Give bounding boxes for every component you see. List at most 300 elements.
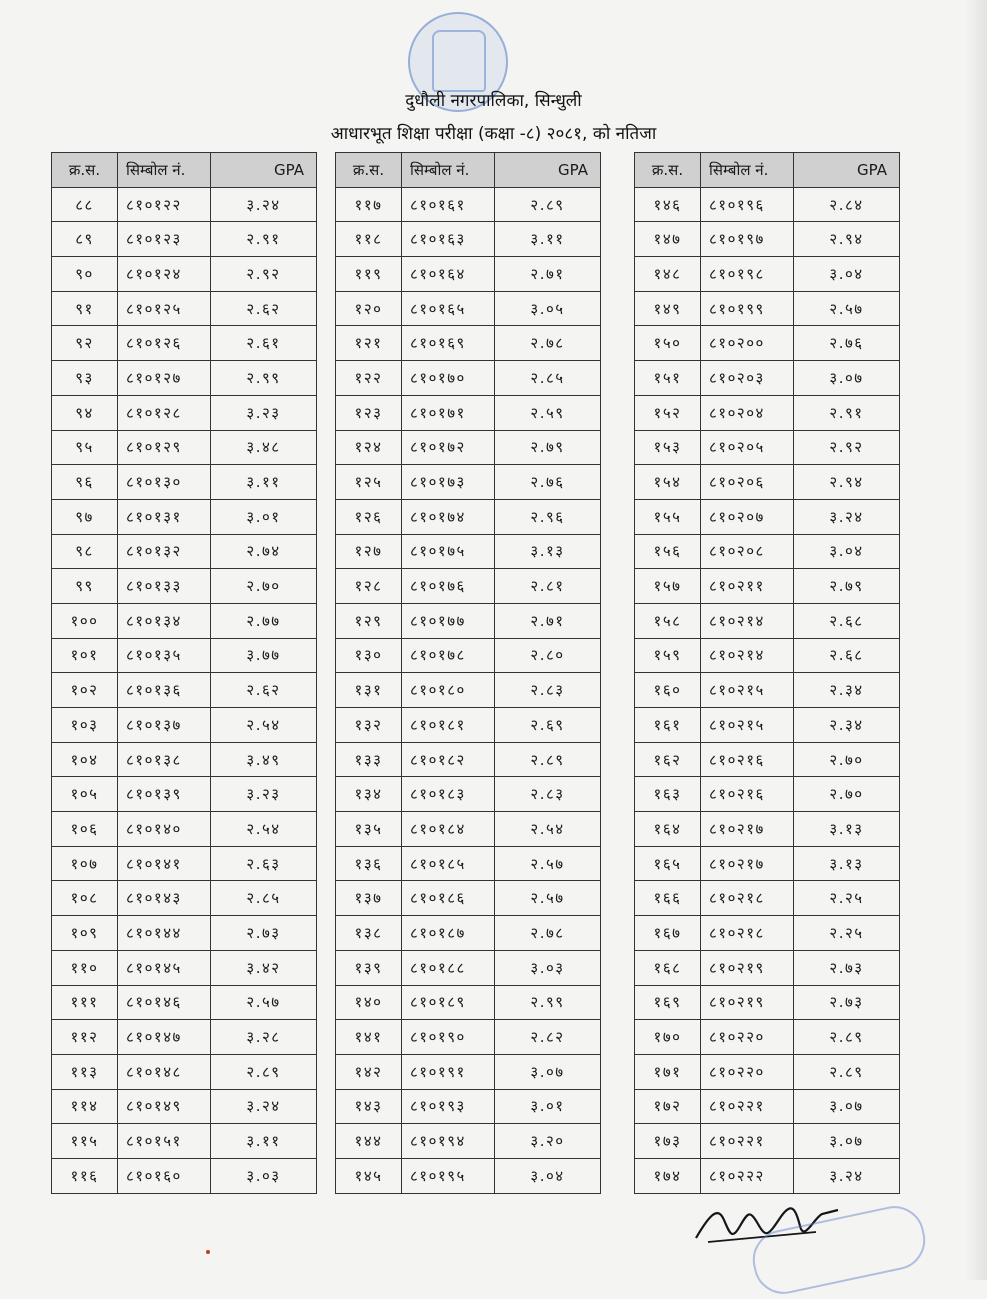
cell-gpa: २.५७: [495, 846, 601, 881]
cell-symbol: ८१०१८३: [402, 777, 495, 812]
cell-serial: १४२: [336, 1054, 402, 1089]
cell-symbol: ८१०१४६: [118, 985, 211, 1020]
cell-gpa: २.९४: [794, 465, 900, 500]
table-row: [52, 916, 317, 951]
table-row: [52, 430, 317, 465]
cell-gpa: २.७८: [495, 326, 601, 361]
column-header-serial: क्र.स.: [52, 153, 118, 188]
cell-serial: १०९: [52, 916, 118, 951]
cell-gpa: ३.२४: [794, 499, 900, 534]
column-header-gpa: GPA: [211, 153, 317, 188]
cell-gpa: २.९१: [211, 222, 317, 257]
cell-symbol: ८१०१३८: [118, 742, 211, 777]
cell-symbol: ८१०२०६: [701, 465, 794, 500]
table-row: [635, 708, 900, 743]
cell-serial: १३५: [336, 812, 402, 847]
cell-serial: १६४: [635, 812, 701, 847]
table-row: [52, 499, 317, 534]
cell-serial: १४४: [336, 1124, 402, 1159]
cell-symbol: ८१०२१४: [701, 638, 794, 673]
cell-serial: १६७: [635, 916, 701, 951]
cell-serial: ९९: [52, 569, 118, 604]
cell-serial: १७०: [635, 1020, 701, 1055]
table-row: [336, 569, 601, 604]
cell-serial: १०७: [52, 846, 118, 881]
cell-symbol: ८१०१८२: [402, 742, 495, 777]
cell-serial: ११६: [52, 1158, 118, 1193]
cell-symbol: ८१०१७७: [402, 603, 495, 638]
cell-serial: १३८: [336, 916, 402, 951]
table-row: [336, 846, 601, 881]
cell-gpa: २.८९: [794, 1020, 900, 1055]
cell-gpa: २.६१: [211, 326, 317, 361]
cell-symbol: ८१०१२७: [118, 361, 211, 396]
cell-gpa: २.७०: [794, 742, 900, 777]
cell-gpa: ३.०३: [495, 950, 601, 985]
cell-symbol: ८१०१३७: [118, 708, 211, 743]
cell-gpa: २.७०: [794, 777, 900, 812]
cell-symbol: ८१०२१६: [701, 777, 794, 812]
cell-serial: १३०: [336, 638, 402, 673]
cell-gpa: २.५७: [794, 291, 900, 326]
table-row: [635, 430, 900, 465]
cell-serial: १३३: [336, 742, 402, 777]
cell-symbol: ८१०२१९: [701, 985, 794, 1020]
cell-gpa: ३.१३: [794, 846, 900, 881]
table-row: [635, 985, 900, 1020]
table-row: [52, 1124, 317, 1159]
cell-symbol: ८१०२१९: [701, 950, 794, 985]
cell-gpa: २.७१: [495, 603, 601, 638]
cell-gpa: २.९१: [794, 395, 900, 430]
cell-gpa: ३.२०: [495, 1124, 601, 1159]
cell-serial: १३७: [336, 881, 402, 916]
cell-symbol: ८१०१२३: [118, 222, 211, 257]
cell-gpa: २.५४: [211, 812, 317, 847]
table-row: [52, 777, 317, 812]
cell-gpa: २.७९: [794, 569, 900, 604]
cell-gpa: ३.०४: [794, 257, 900, 292]
cell-gpa: २.८९: [794, 1054, 900, 1089]
cell-gpa: २.५७: [211, 985, 317, 1020]
table-header-row: [635, 153, 900, 188]
cell-serial: ९४: [52, 395, 118, 430]
table-row: [635, 187, 900, 222]
table-row: [52, 1054, 317, 1089]
cell-symbol: ८१०१८४: [402, 812, 495, 847]
cell-symbol: ८१०१४८: [118, 1054, 211, 1089]
cell-symbol: ८१०१३०: [118, 465, 211, 500]
table-row: [336, 638, 601, 673]
cell-symbol: ८१०१८०: [402, 673, 495, 708]
table-row: [635, 395, 900, 430]
cell-serial: १७३: [635, 1124, 701, 1159]
cell-serial: १५५: [635, 499, 701, 534]
column-header-symbol: सिम्बोल नं.: [402, 153, 495, 188]
cell-serial: १५३: [635, 430, 701, 465]
cell-gpa: २.७६: [794, 326, 900, 361]
table-row: [52, 222, 317, 257]
cell-symbol: ८१०१४४: [118, 916, 211, 951]
cell-symbol: ८१०१२८: [118, 395, 211, 430]
cell-serial: १११: [52, 985, 118, 1020]
cell-symbol: ८१०१२२: [118, 187, 211, 222]
cell-gpa: २.६८: [794, 638, 900, 673]
table-row: [635, 326, 900, 361]
cell-serial: १६९: [635, 985, 701, 1020]
cell-symbol: ८१०२१८: [701, 881, 794, 916]
cell-gpa: ३.०७: [794, 361, 900, 396]
cell-serial: १५८: [635, 603, 701, 638]
cell-serial: १२३: [336, 395, 402, 430]
table-row: [52, 187, 317, 222]
cell-symbol: ८१०२२०: [701, 1054, 794, 1089]
table-row: [635, 569, 900, 604]
cell-symbol: ८१०१३५: [118, 638, 211, 673]
cell-gpa: २.६२: [211, 673, 317, 708]
cell-symbol: ८१०१६३: [402, 222, 495, 257]
cell-symbol: ८१०१२५: [118, 291, 211, 326]
table-row: [336, 499, 601, 534]
cell-symbol: ८१०२००: [701, 326, 794, 361]
cell-serial: १५१: [635, 361, 701, 396]
cell-gpa: २.२५: [794, 916, 900, 951]
table-row: [52, 1158, 317, 1193]
table-row: [336, 881, 601, 916]
cell-symbol: ८१०१८७: [402, 916, 495, 951]
table-row: [635, 222, 900, 257]
cell-serial: १३४: [336, 777, 402, 812]
table-row: [635, 673, 900, 708]
cell-serial: ९२: [52, 326, 118, 361]
cell-gpa: २.८९: [495, 187, 601, 222]
cell-serial: १०६: [52, 812, 118, 847]
cell-symbol: ८१०१९८: [701, 257, 794, 292]
table-row: [336, 326, 601, 361]
cell-symbol: ८१०१९६: [701, 187, 794, 222]
cell-symbol: ८१०२१५: [701, 708, 794, 743]
cell-gpa: २.२५: [794, 881, 900, 916]
cell-serial: १७२: [635, 1089, 701, 1124]
table-row: [336, 673, 601, 708]
cell-symbol: ८१०१८५: [402, 846, 495, 881]
column-header-gpa: GPA: [794, 153, 900, 188]
cell-gpa: २.८४: [794, 187, 900, 222]
cell-serial: १००: [52, 603, 118, 638]
table-row: [336, 603, 601, 638]
cell-serial: १६३: [635, 777, 701, 812]
table-header-row: [52, 153, 317, 188]
cell-gpa: २.९६: [495, 499, 601, 534]
table-row: [336, 742, 601, 777]
table-row: [52, 846, 317, 881]
cell-symbol: ८१०२१६: [701, 742, 794, 777]
table-row: [635, 742, 900, 777]
cell-gpa: ३.२४: [211, 1089, 317, 1124]
cell-symbol: ८१०१८९: [402, 985, 495, 1020]
table-row: [336, 1158, 601, 1193]
cell-gpa: २.९२: [794, 430, 900, 465]
cell-symbol: ८१०१७४: [402, 499, 495, 534]
table-row: [52, 812, 317, 847]
cell-gpa: २.७८: [495, 916, 601, 951]
cell-serial: १५२: [635, 395, 701, 430]
cell-gpa: ३.१३: [794, 812, 900, 847]
cell-gpa: २.५४: [495, 812, 601, 847]
table-row: [52, 603, 317, 638]
table-row: [52, 291, 317, 326]
table-row: [52, 708, 317, 743]
cell-symbol: ८१०१३३: [118, 569, 211, 604]
table-row: [336, 465, 601, 500]
table-row: [635, 257, 900, 292]
cell-symbol: ८१०१८८: [402, 950, 495, 985]
table-row: [635, 361, 900, 396]
cell-symbol: ८१०१८६: [402, 881, 495, 916]
cell-serial: ९०: [52, 257, 118, 292]
cell-serial: १६२: [635, 742, 701, 777]
cell-symbol: ८१०१९१: [402, 1054, 495, 1089]
cell-serial: १६८: [635, 950, 701, 985]
column-header-serial: क्र.स.: [336, 153, 402, 188]
cell-gpa: २.३४: [794, 673, 900, 708]
cell-symbol: ८१०२०५: [701, 430, 794, 465]
cell-gpa: ३.४२: [211, 950, 317, 985]
cell-gpa: ३.०४: [495, 1158, 601, 1193]
cell-gpa: ३.४९: [211, 742, 317, 777]
cell-symbol: ८१०१७१: [402, 395, 495, 430]
cell-symbol: ८१०१९७: [701, 222, 794, 257]
cell-symbol: ८१०२२२: [701, 1158, 794, 1193]
table-row: [52, 1020, 317, 1055]
cell-symbol: ८१०१४१: [118, 846, 211, 881]
cell-serial: १५७: [635, 569, 701, 604]
cell-gpa: २.८१: [495, 569, 601, 604]
cell-gpa: ३.११: [211, 465, 317, 500]
cell-symbol: ८१०१३२: [118, 534, 211, 569]
cell-gpa: ३.११: [495, 222, 601, 257]
cell-gpa: २.९९: [495, 985, 601, 1020]
cell-gpa: २.५७: [495, 881, 601, 916]
column-header-serial: क्र.स.: [635, 153, 701, 188]
document-title: दुधौली नगरपालिका, सिन्धुली: [405, 91, 582, 111]
cell-serial: १४७: [635, 222, 701, 257]
cell-gpa: २.६८: [794, 603, 900, 638]
cell-symbol: ८१०१९४: [402, 1124, 495, 1159]
cell-symbol: ८१०१२६: [118, 326, 211, 361]
table-row: [635, 534, 900, 569]
cell-gpa: २.६२: [211, 291, 317, 326]
table-row: [635, 603, 900, 638]
cell-serial: ९८: [52, 534, 118, 569]
table-row: [635, 1158, 900, 1193]
table-row: [336, 1124, 601, 1159]
table-row: [635, 846, 900, 881]
cell-gpa: ३.०४: [794, 534, 900, 569]
table-row: [52, 742, 317, 777]
cell-serial: १४१: [336, 1020, 402, 1055]
cell-gpa: २.५९: [495, 395, 601, 430]
cell-symbol: ८१०१७३: [402, 465, 495, 500]
table-row: [52, 1089, 317, 1124]
table-row: [52, 361, 317, 396]
cell-symbol: ८१०१३१: [118, 499, 211, 534]
table-row: [336, 1020, 601, 1055]
cell-symbol: ८१०१८१: [402, 708, 495, 743]
cell-symbol: ८१०२१५: [701, 673, 794, 708]
cell-gpa: ३.१३: [495, 534, 601, 569]
cell-gpa: २.९४: [794, 222, 900, 257]
cell-symbol: ८१०१९०: [402, 1020, 495, 1055]
cell-gpa: २.७९: [495, 430, 601, 465]
cell-symbol: ८१०१६१: [402, 187, 495, 222]
table-row: [635, 812, 900, 847]
table-row: [635, 1089, 900, 1124]
cell-symbol: ८१०२२०: [701, 1020, 794, 1055]
cell-gpa: २.७३: [794, 985, 900, 1020]
cell-serial: १४८: [635, 257, 701, 292]
cell-gpa: २.५४: [211, 708, 317, 743]
cell-serial: १५६: [635, 534, 701, 569]
table-row: [336, 430, 601, 465]
cell-symbol: ८१०१४७: [118, 1020, 211, 1055]
cell-symbol: ८१०१४०: [118, 812, 211, 847]
table-row: [336, 812, 601, 847]
table-row: [52, 257, 317, 292]
cell-serial: १२७: [336, 534, 402, 569]
table-row: [52, 985, 317, 1020]
cell-gpa: २.८२: [495, 1020, 601, 1055]
cell-gpa: २.९९: [211, 361, 317, 396]
table-row: [52, 326, 317, 361]
cell-symbol: ८१०२२१: [701, 1089, 794, 1124]
cell-symbol: ८१०१२९: [118, 430, 211, 465]
cell-symbol: ८१०१७०: [402, 361, 495, 396]
table-row: [52, 395, 317, 430]
table-row: [635, 638, 900, 673]
cell-serial: १०५: [52, 777, 118, 812]
cell-gpa: ३.०७: [794, 1089, 900, 1124]
result-table-3: [634, 152, 900, 1194]
cell-serial: १५०: [635, 326, 701, 361]
cell-gpa: २.९२: [211, 257, 317, 292]
cell-gpa: ३.०७: [495, 1054, 601, 1089]
cell-symbol: ८१०२१४: [701, 603, 794, 638]
cell-serial: ९६: [52, 465, 118, 500]
cell-serial: ९३: [52, 361, 118, 396]
cell-serial: ९१: [52, 291, 118, 326]
cell-symbol: ८१०१४५: [118, 950, 211, 985]
cell-gpa: २.३४: [794, 708, 900, 743]
table-row: [336, 534, 601, 569]
table-row: [336, 985, 601, 1020]
cell-serial: १६६: [635, 881, 701, 916]
cell-gpa: २.८५: [495, 361, 601, 396]
cell-serial: ८८: [52, 187, 118, 222]
cell-symbol: ८१०१७८: [402, 638, 495, 673]
cell-serial: ११४: [52, 1089, 118, 1124]
cell-serial: १२९: [336, 603, 402, 638]
cell-gpa: ३.०३: [211, 1158, 317, 1193]
cell-serial: १२०: [336, 291, 402, 326]
cell-gpa: २.८९: [211, 1054, 317, 1089]
cell-serial: १३१: [336, 673, 402, 708]
table-row: [336, 361, 601, 396]
table-row: [52, 881, 317, 916]
table-row: [52, 569, 317, 604]
cell-symbol: ८१०१९३: [402, 1089, 495, 1124]
cell-gpa: २.८३: [495, 673, 601, 708]
cell-serial: १४९: [635, 291, 701, 326]
cell-serial: १६०: [635, 673, 701, 708]
cell-serial: ११५: [52, 1124, 118, 1159]
cell-gpa: २.७७: [211, 603, 317, 638]
cell-symbol: ८१०१५१: [118, 1124, 211, 1159]
cell-symbol: ८१०१७५: [402, 534, 495, 569]
cell-symbol: ८१०१४३: [118, 881, 211, 916]
cell-gpa: २.८०: [495, 638, 601, 673]
cell-serial: ११३: [52, 1054, 118, 1089]
cell-serial: १४०: [336, 985, 402, 1020]
cell-gpa: २.६३: [211, 846, 317, 881]
cell-serial: १३९: [336, 950, 402, 985]
column-header-symbol: सिम्बोल नं.: [701, 153, 794, 188]
cell-gpa: ३.२८: [211, 1020, 317, 1055]
cell-gpa: ३.०७: [794, 1124, 900, 1159]
cell-serial: ८९: [52, 222, 118, 257]
cell-symbol: ८१०१४९: [118, 1089, 211, 1124]
result-table-2: [335, 152, 601, 1194]
cell-gpa: २.७१: [495, 257, 601, 292]
cell-serial: ९५: [52, 430, 118, 465]
table-row: [635, 1054, 900, 1089]
cell-serial: १२२: [336, 361, 402, 396]
cell-serial: १२६: [336, 499, 402, 534]
table-row: [635, 499, 900, 534]
table-row: [635, 1020, 900, 1055]
cell-symbol: ८१०१३९: [118, 777, 211, 812]
cell-gpa: ३.७७: [211, 638, 317, 673]
cell-serial: ११२: [52, 1020, 118, 1055]
cell-symbol: ८१०१६४: [402, 257, 495, 292]
cell-serial: १०८: [52, 881, 118, 916]
cell-serial: १२८: [336, 569, 402, 604]
cell-symbol: ८१०१९९: [701, 291, 794, 326]
table-row: [635, 916, 900, 951]
table-row: [336, 222, 601, 257]
cell-serial: १५९: [635, 638, 701, 673]
ink-mark: [206, 1250, 210, 1254]
cell-gpa: ३.४८: [211, 430, 317, 465]
table-row: [336, 187, 601, 222]
cell-gpa: ३.११: [211, 1124, 317, 1159]
table-row: [52, 638, 317, 673]
cell-gpa: ३.२३: [211, 777, 317, 812]
cell-serial: १०२: [52, 673, 118, 708]
cell-gpa: २.८३: [495, 777, 601, 812]
table-row: [336, 395, 601, 430]
cell-symbol: ८१०१६०: [118, 1158, 211, 1193]
table-header-row: [336, 153, 601, 188]
cell-gpa: २.७०: [211, 569, 317, 604]
cell-symbol: ८१०१६९: [402, 326, 495, 361]
table-row: [336, 777, 601, 812]
cell-symbol: ८१०२२१: [701, 1124, 794, 1159]
cell-serial: १३२: [336, 708, 402, 743]
cell-gpa: २.६९: [495, 708, 601, 743]
cell-symbol: ८१०१३४: [118, 603, 211, 638]
table-row: [635, 465, 900, 500]
